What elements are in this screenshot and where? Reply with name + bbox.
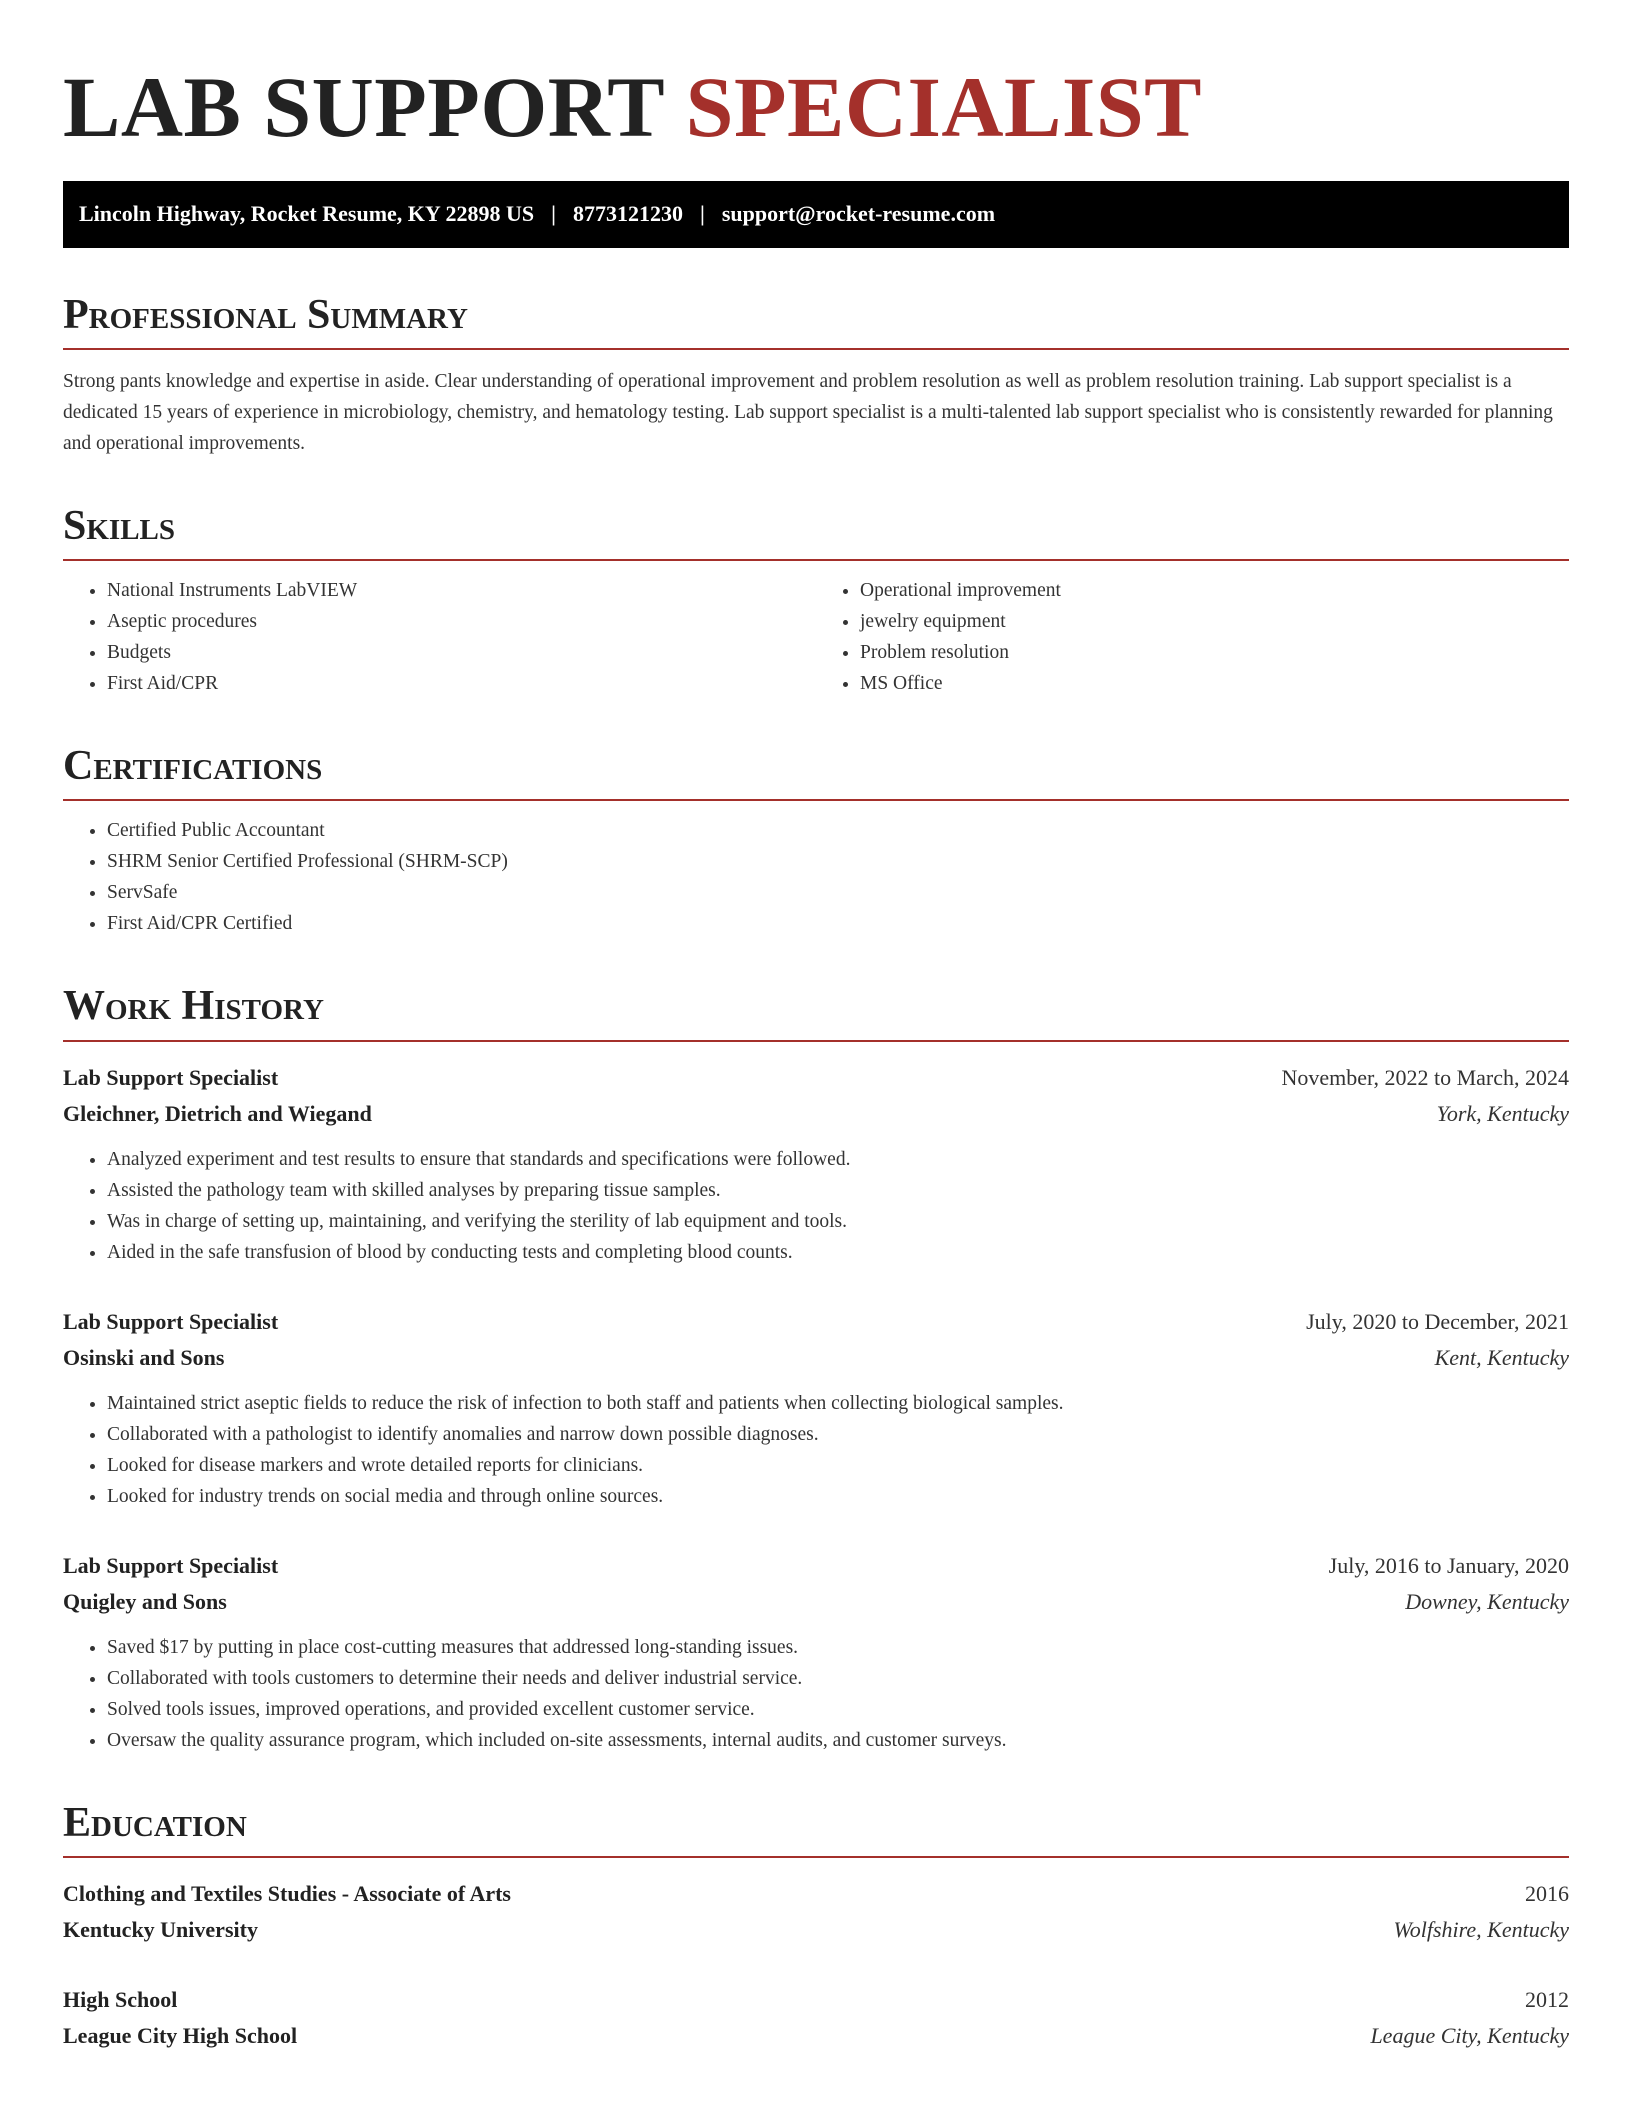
job-duties-list	[63, 1388, 1569, 1512]
skills-section	[63, 503, 1569, 699]
job-company-row	[63, 1096, 1569, 1132]
education-heading: Education	[63, 1800, 1569, 1858]
skill-item: • Problem resolution	[860, 637, 1569, 668]
skills-list-right	[816, 575, 1569, 699]
job-duties-list	[63, 1144, 1569, 1268]
contact-bar	[63, 181, 1569, 248]
skill-item: • National Instruments LabVIEW	[107, 575, 816, 606]
education-entry	[63, 1982, 1569, 2054]
certifications-list	[63, 815, 1569, 939]
job-header-row	[63, 1304, 1569, 1340]
education-school-row	[63, 1912, 1569, 1948]
education-degree: Clothing and Textiles Studies - Associate of Arts	[63, 1880, 511, 1906]
job-duty: • Collaborated with tools customers to determine their needs and deliver industrial service.	[107, 1663, 1569, 1694]
contact-phone: 8773121230	[572, 201, 683, 227]
job-title: Lab Support Specialist	[63, 1552, 279, 1578]
work-history-heading: Work History	[63, 983, 1569, 1041]
job-location: Downey, Kentucky	[1405, 1588, 1569, 1614]
job-company-row	[63, 1340, 1569, 1376]
certifications-section	[63, 743, 1569, 939]
job-company: Quigley and Sons	[63, 1588, 227, 1614]
education-location: League City, Kentucky	[1370, 2022, 1569, 2048]
certification-item: • Certified Public Accountant	[107, 815, 1569, 846]
job-company-row	[63, 1584, 1569, 1620]
job-duties-list	[63, 1632, 1569, 1756]
job-duty: • Looked for disease markers and wrote detailed reports for clinicians.	[107, 1450, 1569, 1481]
certification-item: • ServSafe	[107, 877, 1569, 908]
job-title: Lab Support Specialist	[63, 1308, 279, 1334]
skill-item: • Aseptic procedures	[107, 606, 816, 637]
skill-item: • MS Office	[860, 668, 1569, 699]
certifications-heading: Certifications	[63, 743, 1569, 801]
job-duty: • Saved $17 by putting in place cost-cutting measures that addressed long-standing issues.	[107, 1632, 1569, 1663]
education-school: Kentucky University	[63, 1916, 258, 1942]
contact-separator: |	[551, 201, 556, 227]
education-school: League City High School	[63, 2022, 298, 2048]
job-dates: July, 2016 to January, 2020	[1328, 1552, 1569, 1578]
skill-item: • First Aid/CPR	[107, 668, 816, 699]
education-school-row	[63, 2018, 1569, 2054]
job-company: Osinski and Sons	[63, 1344, 225, 1370]
job-entry	[63, 1060, 1569, 1268]
title-main: LAB SUPPORT	[63, 59, 664, 155]
job-location: York, Kentucky	[1436, 1100, 1569, 1126]
contact-separator: |	[699, 201, 705, 227]
summary-heading: Professional Summary	[63, 292, 1569, 350]
title-accent: SPECIALIST	[685, 59, 1203, 155]
skill-item: • Operational improvement	[860, 575, 1569, 606]
skill-item: • jewelry equipment	[860, 606, 1569, 637]
summary-text: Strong pants knowledge and expertise in aside. Clear understanding of operational improvement and problem resolution as well as problem resolution training. Lab support specialist is a dedicated 15 years of experience in microbiology, chemistry, and hematology testing. Lab support specialist is a multi-talented lab support specialist who is consistently rewarded for planning and operational improvements.	[63, 371, 1553, 455]
job-dates: November, 2022 to March, 2024	[1281, 1064, 1569, 1090]
job-duty: • Looked for industry trends on social media and through online sources.	[107, 1481, 1569, 1512]
skill-item: • Budgets	[107, 637, 816, 668]
education-year: 2012	[1525, 1986, 1569, 2012]
education-degree-row	[63, 1982, 1569, 2018]
job-company: Gleichner, Dietrich and Wiegand	[63, 1100, 372, 1126]
job-header-row	[63, 1060, 1569, 1096]
job-duty: • Solved tools issues, improved operations, and provided excellent customer service.	[107, 1694, 1569, 1725]
skills-columns	[63, 561, 1569, 699]
job-duty: • Assisted the pathology team with skilled analyses by preparing tissue samples.	[107, 1175, 1569, 1206]
education-entry	[63, 1876, 1569, 1948]
contact-address: Lincoln Highway, Rocket Resume, KY 22898 US	[79, 201, 535, 227]
job-title: Lab Support Specialist	[63, 1064, 279, 1090]
work-history-section	[63, 983, 1569, 1755]
education-degree-row	[63, 1876, 1569, 1912]
skills-heading: Skills	[63, 503, 1569, 561]
certification-item: • First Aid/CPR Certified	[107, 908, 1569, 939]
education-year: 2016	[1525, 1880, 1569, 1906]
skills-list-left	[63, 575, 816, 699]
contact-email: support@rocket-resume.com	[721, 201, 996, 227]
job-duty: • Oversaw the quality assurance program, which included on-site assessments, internal audits, and customer surveys.	[107, 1725, 1569, 1756]
education-degree: High School	[63, 1986, 178, 2012]
job-header-row	[63, 1548, 1569, 1584]
job-dates: July, 2020 to December, 2021	[1306, 1308, 1569, 1334]
certification-item: • SHRM Senior Certified Professional (SHRM-SCP)	[107, 846, 1569, 877]
job-duty: • Maintained strict aseptic fields to reduce the risk of infection to both staff and patients when collecting biological samples.	[107, 1388, 1569, 1419]
job-duty: • Aided in the safe transfusion of blood by conducting tests and completing blood counts.	[107, 1237, 1569, 1268]
job-entry	[63, 1304, 1569, 1512]
job-entry	[63, 1548, 1569, 1756]
job-duty: • Collaborated with a pathologist to identify anomalies and narrow down possible diagnoses.	[107, 1419, 1569, 1450]
education-section	[63, 1800, 1569, 2054]
resume-title	[63, 48, 1569, 157]
job-duty: • Was in charge of setting up, maintaining, and verifying the sterility of lab equipment and tools.	[107, 1206, 1569, 1237]
job-duty: • Analyzed experiment and test results to ensure that standards and specifications were followed.	[107, 1144, 1569, 1175]
education-location: Wolfshire, Kentucky	[1393, 1916, 1569, 1942]
summary-section	[63, 292, 1569, 459]
job-location: Kent, Kentucky	[1434, 1344, 1569, 1370]
